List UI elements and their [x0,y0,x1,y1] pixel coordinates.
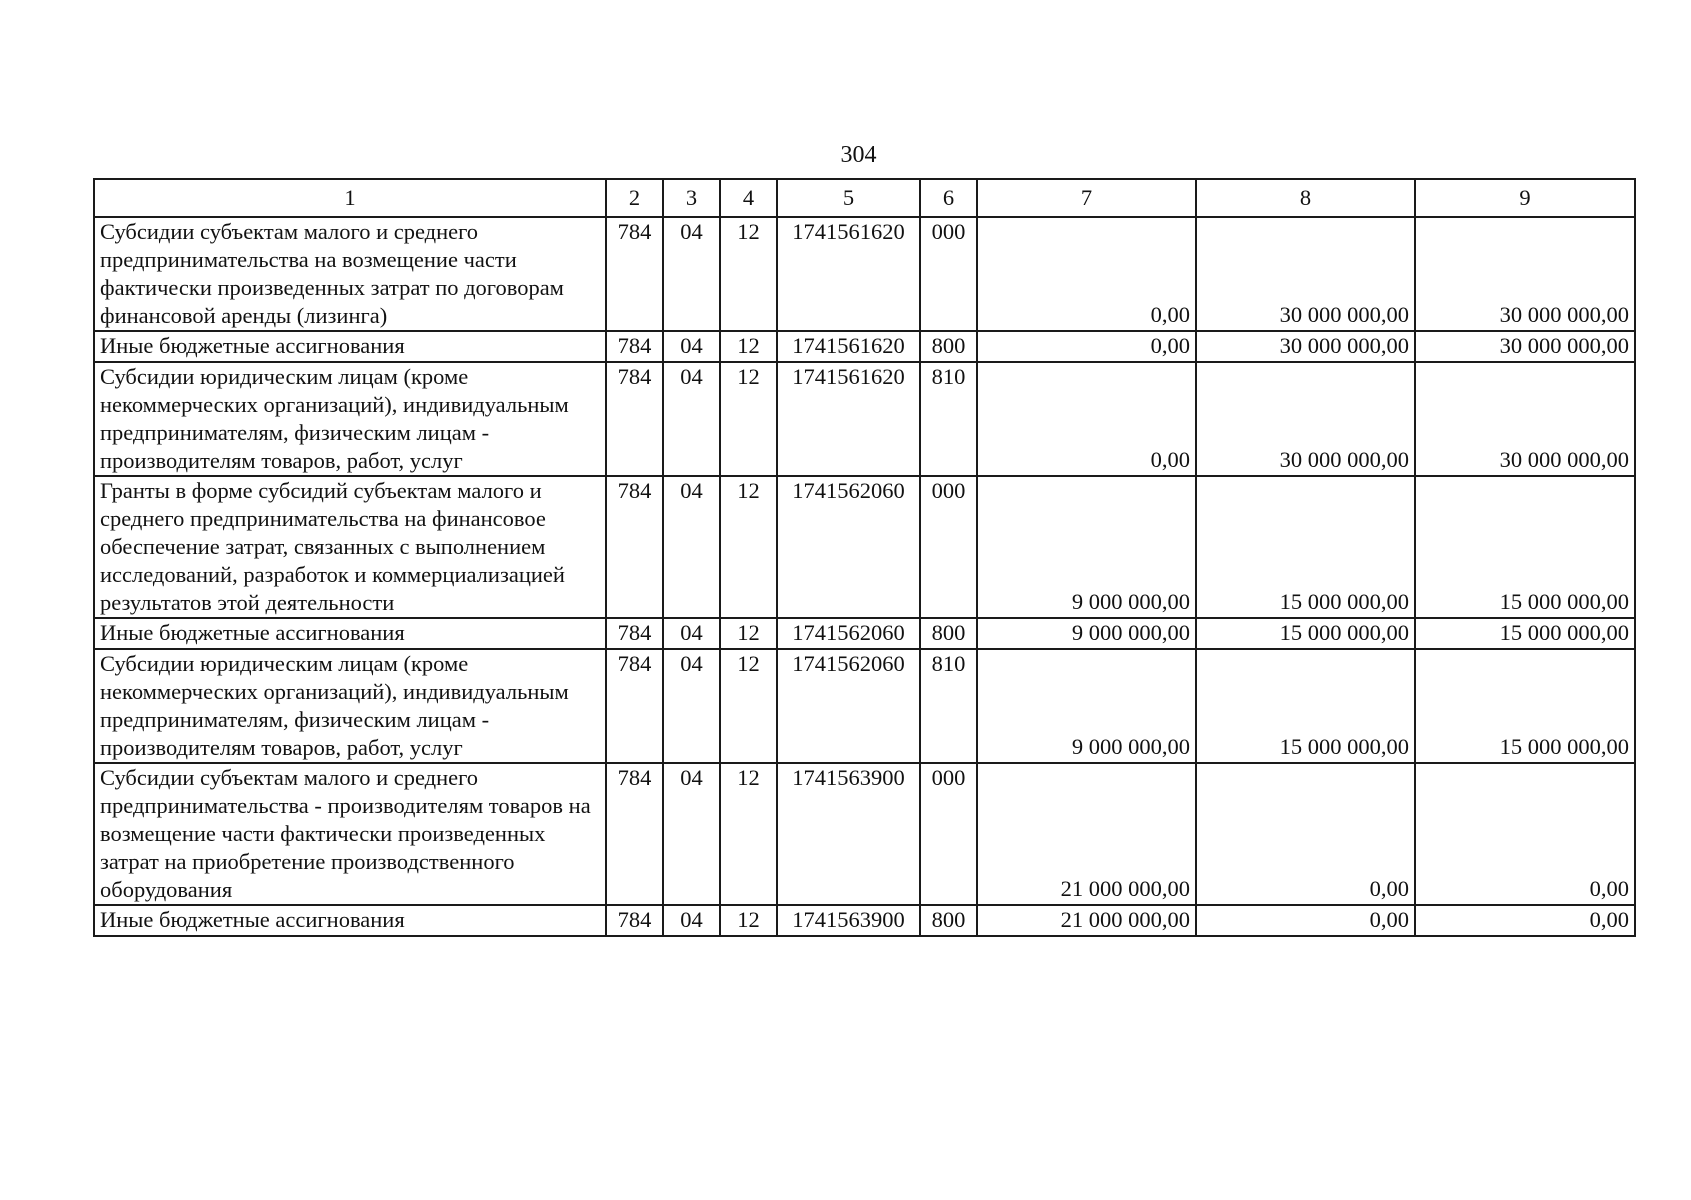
row-amount-9: 30 000 000,00 [1415,217,1635,331]
row-name: Субсидии субъектам малого и среднего предпринимательства на возмещение части фактически произведенных затрат по договорам финансовой аренды (лизинга) [94,217,606,331]
row-code-6: 800 [920,331,977,362]
row-amount-8: 15 000 000,00 [1196,476,1415,618]
row-amount-8: 15 000 000,00 [1196,618,1415,649]
row-amount-9: 15 000 000,00 [1415,649,1635,763]
row-amount-9: 15 000 000,00 [1415,618,1635,649]
row-code-4: 12 [720,649,777,763]
row-amount-7: 21 000 000,00 [977,905,1196,936]
header-col-8: 8 [1196,179,1415,217]
row-code-2: 784 [606,476,663,618]
row-amount-8: 0,00 [1196,905,1415,936]
row-amount-9: 15 000 000,00 [1415,476,1635,618]
row-code-5: 1741561620 [777,331,920,362]
table-row [94,362,1635,476]
header-col-1: 1 [94,179,606,217]
table-row [94,476,1635,618]
row-name: Иные бюджетные ассигнования [94,331,606,362]
row-code-2: 784 [606,331,663,362]
header-col-7: 7 [977,179,1196,217]
row-code-2: 784 [606,763,663,905]
table-row [94,217,1635,331]
row-name: Субсидии субъектам малого и среднего предпринимательства - производителям товаров на возмещение части фактически произведенных затрат на приобретение производственного оборудования [94,763,606,905]
row-name: Субсидии юридическим лицам (кроме некоммерческих организаций), индивидуальным предпринимателям, физическим лицам - производителям товаров, работ, услуг [94,649,606,763]
row-code-5: 1741562060 [777,649,920,763]
header-col-6: 6 [920,179,977,217]
row-code-4: 12 [720,763,777,905]
table-row [94,331,1635,362]
row-code-3: 04 [663,331,720,362]
row-amount-7: 9 000 000,00 [977,649,1196,763]
row-name: Гранты в форме субсидий субъектам малого и среднего предпринимательства на финансовое обеспечение затрат, связанных с выполнением исследований, разработок и коммерциализацией результатов этой деятельности [94,476,606,618]
row-code-5: 1741562060 [777,618,920,649]
row-code-6: 810 [920,649,977,763]
row-code-2: 784 [606,649,663,763]
row-amount-9: 30 000 000,00 [1415,362,1635,476]
header-col-3: 3 [663,179,720,217]
row-code-3: 04 [663,763,720,905]
row-amount-8: 30 000 000,00 [1196,217,1415,331]
table-row [94,618,1635,649]
row-name: Субсидии юридическим лицам (кроме некоммерческих организаций), индивидуальным предпринимателям, физическим лицам - производителям товаров, работ, услуг [94,362,606,476]
row-code-4: 12 [720,476,777,618]
row-code-6: 810 [920,362,977,476]
row-code-3: 04 [663,649,720,763]
row-code-2: 784 [606,217,663,331]
row-code-6: 000 [920,763,977,905]
row-amount-8: 15 000 000,00 [1196,649,1415,763]
row-code-4: 12 [720,217,777,331]
row-code-2: 784 [606,362,663,476]
header-col-9: 9 [1415,179,1635,217]
row-code-5: 1741561620 [777,217,920,331]
row-amount-7: 9 000 000,00 [977,476,1196,618]
header-col-4: 4 [720,179,777,217]
header-row [94,179,1635,217]
row-code-2: 784 [606,905,663,936]
row-code-3: 04 [663,618,720,649]
row-code-4: 12 [720,618,777,649]
row-code-3: 04 [663,905,720,936]
row-code-5: 1741563900 [777,763,920,905]
table-row [94,905,1635,936]
row-amount-7: 0,00 [977,362,1196,476]
table-body [94,217,1635,936]
row-code-6: 800 [920,618,977,649]
row-name: Иные бюджетные ассигнования [94,905,606,936]
row-amount-9: 30 000 000,00 [1415,331,1635,362]
row-code-4: 12 [720,362,777,476]
row-amount-7: 9 000 000,00 [977,618,1196,649]
row-code-5: 1741561620 [777,362,920,476]
row-amount-9: 0,00 [1415,763,1635,905]
row-code-3: 04 [663,362,720,476]
table-row [94,649,1635,763]
row-amount-8: 30 000 000,00 [1196,331,1415,362]
row-name: Иные бюджетные ассигнования [94,618,606,649]
header-col-5: 5 [777,179,920,217]
table-header [94,179,1635,217]
row-code-4: 12 [720,331,777,362]
row-amount-8: 30 000 000,00 [1196,362,1415,476]
row-code-4: 12 [720,905,777,936]
row-amount-8: 0,00 [1196,763,1415,905]
row-code-6: 000 [920,476,977,618]
row-code-6: 000 [920,217,977,331]
table-row [94,763,1635,905]
row-code-3: 04 [663,217,720,331]
row-code-3: 04 [663,476,720,618]
row-amount-9: 0,00 [1415,905,1635,936]
row-code-5: 1741563900 [777,905,920,936]
row-amount-7: 21 000 000,00 [977,763,1196,905]
row-code-5: 1741562060 [777,476,920,618]
row-amount-7: 0,00 [977,217,1196,331]
row-code-6: 800 [920,905,977,936]
budget-table [93,178,1636,937]
row-amount-7: 0,00 [977,331,1196,362]
page-number: 304 [840,142,877,168]
row-code-2: 784 [606,618,663,649]
header-col-2: 2 [606,179,663,217]
